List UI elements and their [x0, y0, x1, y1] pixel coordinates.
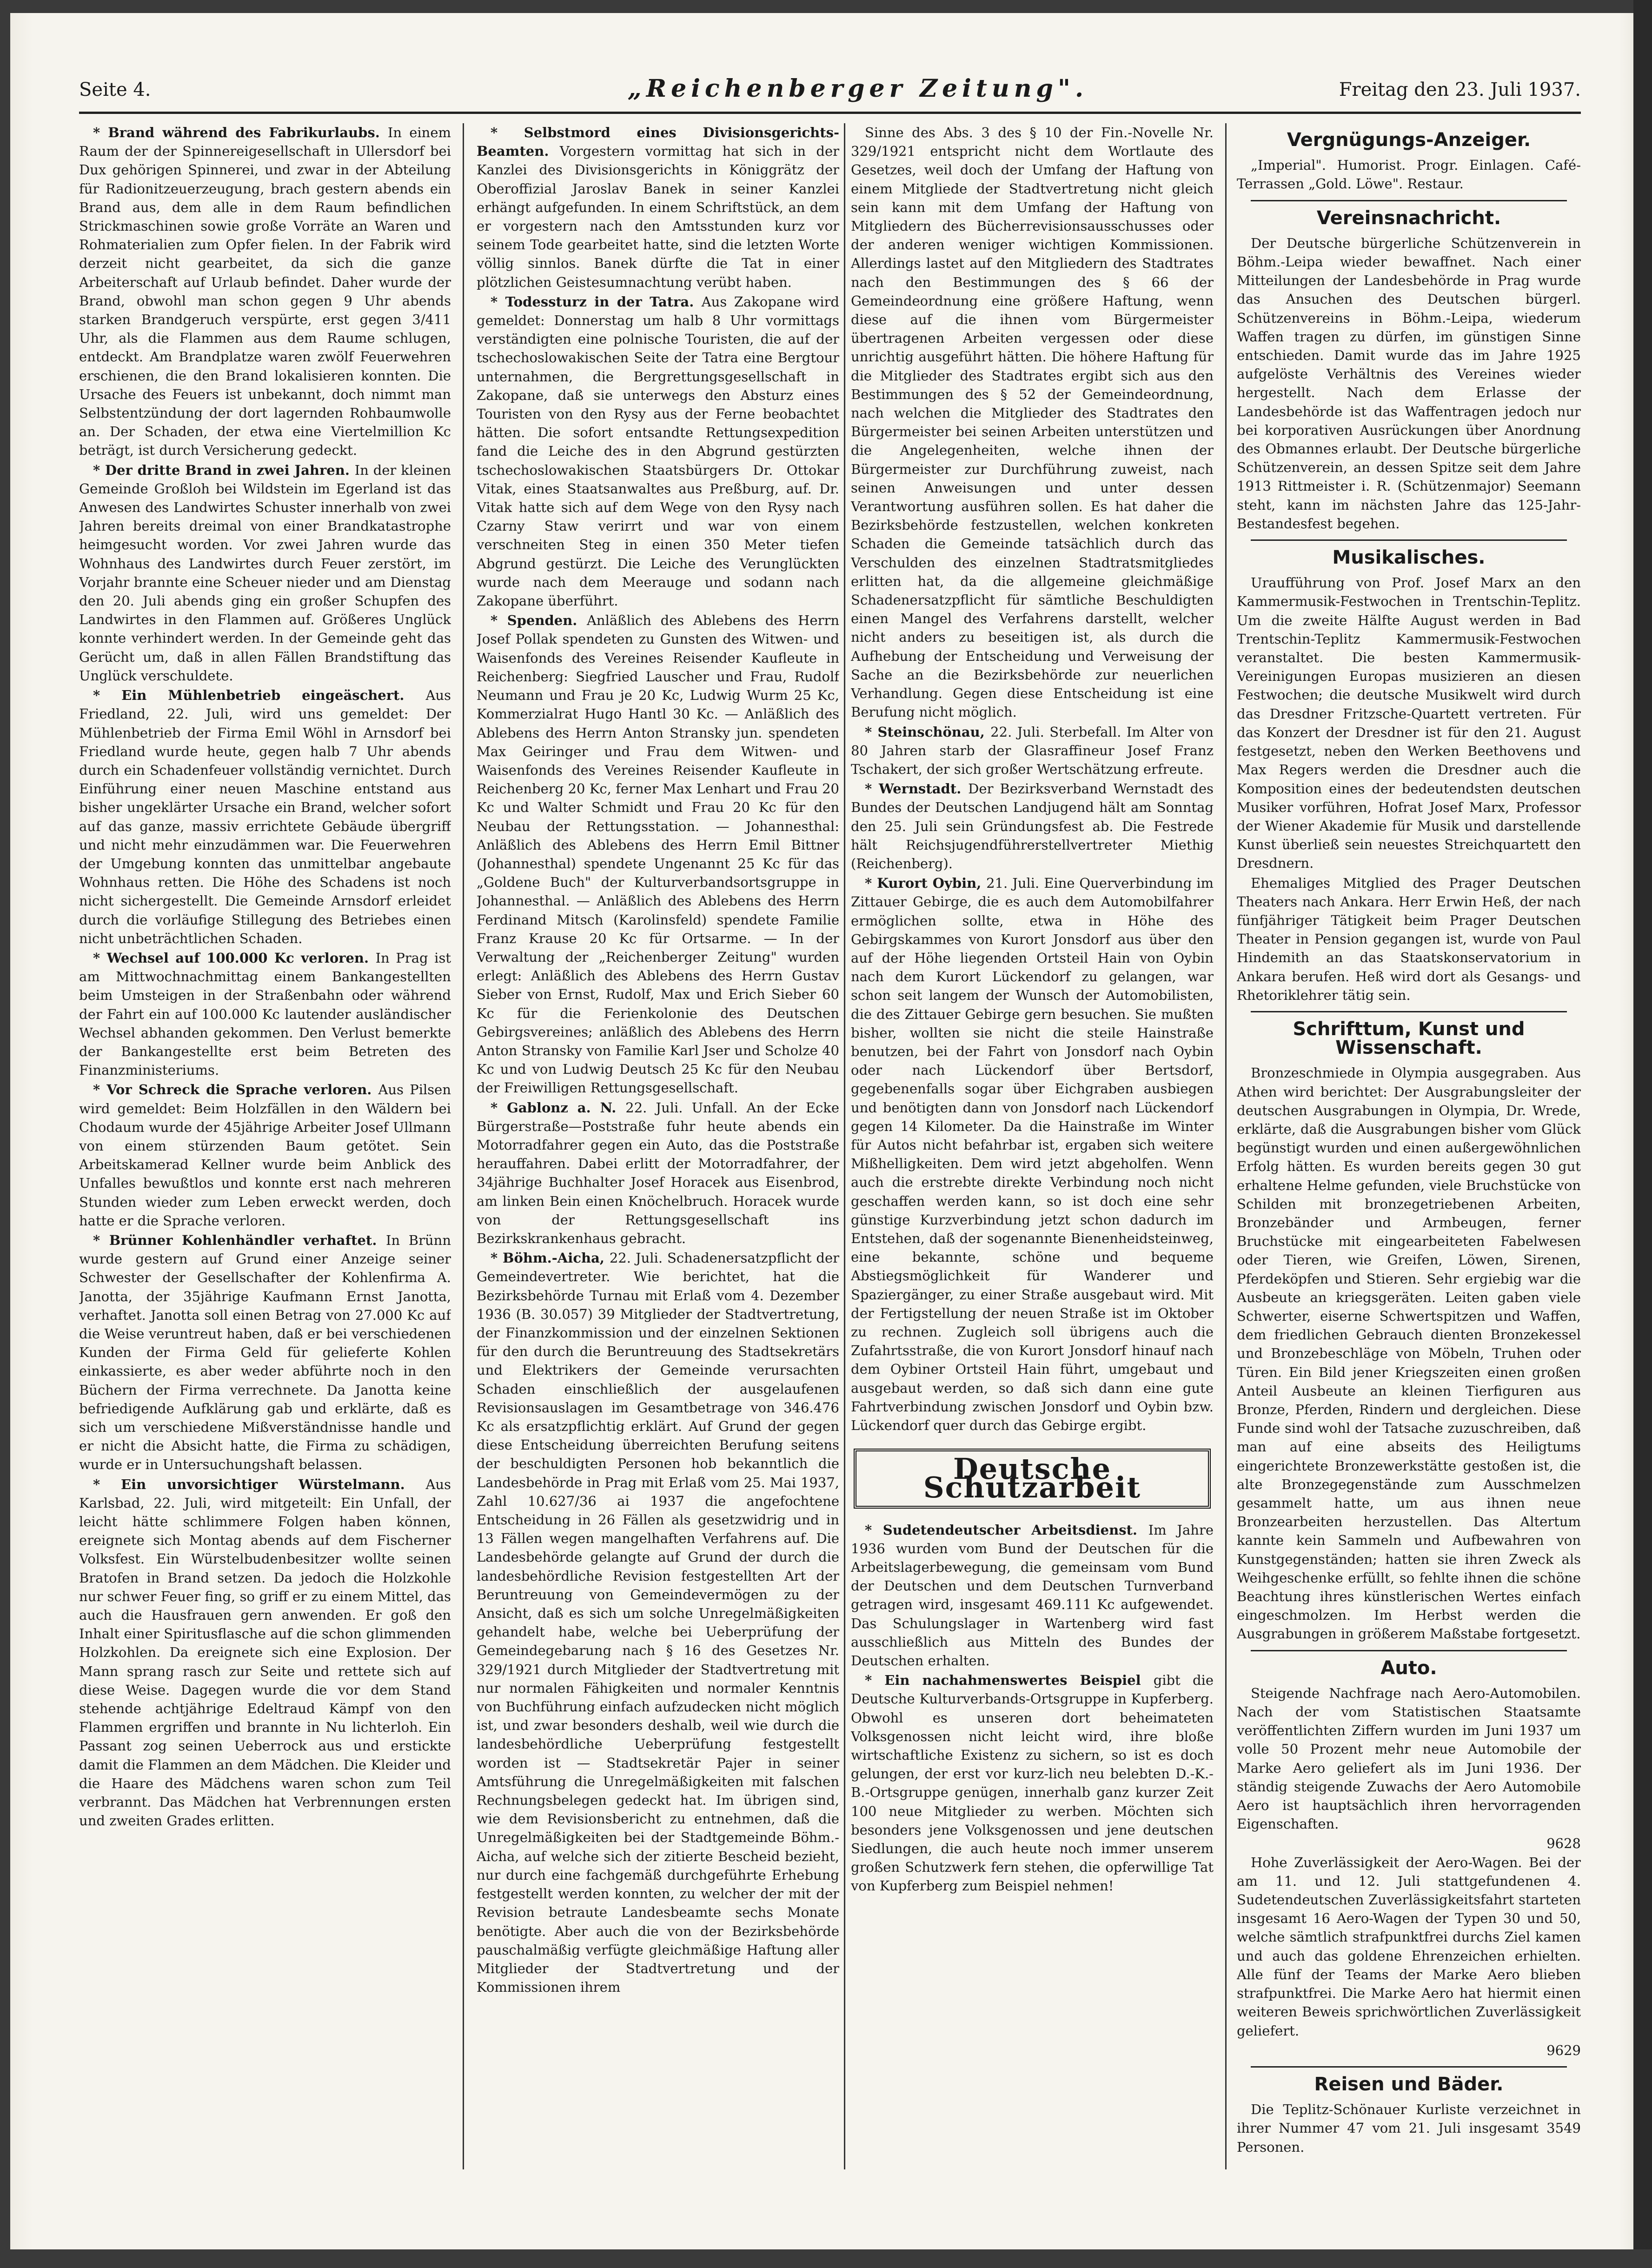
scan-border-bottom [0, 2249, 1652, 2268]
article-text: Der Deutsche bürgerliche Schützenverein in Böhm.-Leipa wieder bewaffnet. Nach einer Mitteilungen der Landesbehörde in Prag wurde das Ansuchen des Deutschen bürgerl. Schützenvereins in Böhm.-Leipa, wiederum Waffen tragen zu dürfen, im günstigen Sinne entschieden. Damit wurde das im Jahre 1925 aufgelöste Verhältnis des Vereines wieder hergestellt. Nach dem Erlasse der Landesbehörde ist das Waffentragen jedoch nur bei korporativen Ausrückungen über Anordnung des Obmannes erlaubt. Der Deutsche bürgerliche Schützenverein, an dessen Spitze seit dem Jahre 1913 Rittmeister i. R. (Schützenmajor) Seemann steht, kann im nächsten Jahre das 125-Jahr-Bestandesfest begehen. [1237, 235, 1581, 532]
article-text: Ehemaliges Mitglied des Prager Deutschen Theaters nach Ankara. Herr Erwin Heß, der nach fünfjähriger Tätigkeit beim Prager Deutschen Theater in Pension gegangen ist, wurde von Paul Hindemith an das Staatskonservatorium in Ankara berufen. Heß wird dort als Gesangs- und Rhetoriklehrer tätig sein. [1237, 875, 1581, 1003]
article-text: Hohe Zuverlässigkeit der Aero-Wagen. Bei der am 11. und 12. Juli stattgefundenen 4. Sudetendeutschen Zuverlässigkeitsfahrt starteten insgesamt 16 Aero-Wagen der Typen 30 und 50, welche sämtlich strafpunktfrei durchs Ziel kamen und auch das goldene Ehrenzeichen erhielten. Alle fünf der Teams der Marke Aero blieben strafpunktfrei. Die Marke Aero hat hiermit einen weiteren Beweis sprichwörtlichen Zuverlässigkeit geliefert. [1237, 1854, 1581, 2039]
article [851, 723, 1214, 779]
scan-border-right [1633, 0, 1652, 2268]
column-rule [463, 123, 464, 2169]
article-text: Bronzeschmiede in Olympia ausgegraben. Aus Athen wird berichtet: Der Ausgrabungsleiter der deutschen Ausgrabungen in Olympia, Dr. Wrede, erklärte, daß die Ausgrabungen bisher vom Glück begünstigt wurden und einen außergewöhnlichen Erfolg hätten. Es wurden bereits gegen 30 gut erhaltene Helme gefunden, viele Bruchstücke von Schilden mit bronzegetriebenen Arbeiten, Bronzebänder und Armbeugen, ferner Bruchstücke mit eingearbeiteten Fabelwesen oder Tieren, wie Greifen, Löwen, Sirenen, Pferdeköpfen und Stieren. Sehr ergiebig war die Ausbeute an kriegsgeräten. Leiten gaben viele Schwerter, eiserne Schwertspitzen und Waffen, dem friedlichen Gebrauch dienten Bronzekessel und Bronzebeschläge von Möbeln, Truhen oder Türen. Ein Bild jener Kriegszeiten einen großen Anteil Ausbeute an kleinen Tierfiguren aus Bronze, Pferden, Rindern und dergleichen. Diese Funde sind wohl der Tatsache zuzuschreiben, daß man auf eine abseits des Heiligtums eingerichtete Bronzewerkstätte gestoßen ist, die alte Bronzegegenstände zum Ausschmelzen gesammelt hatte, um aus ihnen neue Bronzearbeiten herzustellen. Das Altertum kannte kein Sammeln und Aufbewahren von Kunstgegenständen; hatten sie ihren Zweck als Weihgeschenke erfüllt, so fehlte ihnen die schöne Beachtung ihres künstlerischen Wertes einfach eingeschmolzen. Im Herbst werden die Ausgrabungen in größerem Maßstabe fortgesetzt. [1237, 1065, 1581, 1642]
article-text: Die Teplitz-Schönauer Kurliste verzeichnet in ihrer Nummer 47 vom 21. Juli insgesamt 3549 Personen. [1237, 2102, 1581, 2155]
article-headline: * Wechsel auf 100.000 Kc verloren. [93, 950, 376, 966]
page-number: Seite 4. [79, 79, 151, 100]
article-body: 22. Juli. Schadenersatzpflicht der Gemeindevertreter. Wie berichtet, hat die Bezirksbehörde Turnau mit Erlaß vom 4. Dezember 1936 (B. 30.057) 39 Mitglieder der Stadtvertretung, der Finanzkommission und der einzelnen Sektionen für den durch die Beruntreuung des Stadtsekretärs und Elektrikers der Gemeinde verursachten Schaden einschließlich der ausgelaufenen Revisionsauslagen im Gesamtbetrage von 346.476 Kc als ersatzpflichtig erklärt. Auf Grund der gegen diese Entscheidung überreichten Berufung seitens der beschuldigten Personen hob bekanntlich die Landesbehörde in Prag mit Erlaß vom 25. Mai 1937, Zahl 10.627/36 ai 1937 die angefochtene Entscheidung in 26 Fällen als gesetzwidrig und in 13 Fällen wegen mangelhaften Verfahrens auf. Die Landesbehörde gelangte auf Grund der durch die landesbehördliche Revision festgestellten Art der Beruntreuung von Gemeindevermögen zu der Ansicht, daß es sich um solche Unregelmäßigkeiten gehandelt habe, welche bei Ueberprüfung der Gemeindegebarung nach § 16 des Gesetzes Nr. 329/1921 durch Mitglieder der Stadtvertretung mit nur normalen Fähigkeiten und normaler Kenntnis von Buchführung einfach aufzudecken nicht möglich ist, und zwar besonders deshalb, weil wie durch die landesbehördliche Ueberprüfung festgestellt worden ist — Stadtsekretär Pajer in seiner Amtsführung die Unregelmäßigkeiten mit falschen Rechnungsbelegen gedeckt hat. Im übrigen sind, wie dem Revisionsbericht zu entnehmen, daß die Unregelmäßigkeiten bei der Stadtgemeinde Böhm.-Aicha, auf welche sich der zitierte Bescheid bezieht, nur durch eine fachgemäß durchgeführte Erhebung festgestellt werden konnten, zu welcher der mit der Revision betraute Landesbeamte sechs Monate benötigte. Aber auch die von der Bezirksbehörde pauschalmäßig verfügte gleichmäßige Haftung aller Mitglieder der Stadtvertretung und der Kommissionen ihrem [477, 1250, 839, 1995]
article [477, 1249, 839, 1996]
column-4 [1237, 123, 1581, 2155]
article-headline: * Spenden. [491, 612, 587, 629]
article-headline: * Wernstadt. [865, 781, 969, 797]
article-headline: * Gablonz a. N. [491, 1099, 626, 1116]
section-title: Musikalisches. [1332, 547, 1486, 569]
article-headline: * Der dritte Brand in zwei Jahren. [93, 462, 355, 478]
article-headline: * Selbstmord eines Divisionsgerichts-Beamten. [477, 125, 839, 160]
article-body: Sinne des Abs. 3 des § 10 der Fin.-Novelle Nr. 329/1921 entspricht nicht dem Wortlaute des Gesetzes, weil doch der Umfang der Haftung von einem Mitgliede der Stadtvertretung nicht gleich sein kann mit dem Umfang der Haftung von Mitgliedern des Bücherrevisionsausschusses oder der anderen weniger wichtigen Kommissionen. Allerdings lastet auf den Mitgliedern des Stadtrates nach den Bestimmungen des § 66 der Gemeindeordnung eine größere Haftung, wenn diese auf die ihnen vom Bürgermeister übertragenen Arbeiten vergessen oder diese unrichtig ausgeführt hätten. Die höhere Haftung für die Mitglieder des Stadtrates ergibt sich aus den Bestimmungen des § 52 der Gemeindeordnung, nach welchen die Mitglieder des Stadtrates den Bürgermeister bei seinen Arbeiten unterstützen und die Angelegenheiten, welche ihnen der Bürgermeister zur Durchführung zuweist, nach seinen Anweisungen und unter dessen Verantwortung ausführen sollen. Es hat daher die Bezirksbehörde festzustellen, welchen konkreten Schaden die Gemeinde tatsächlich durch das Verschulden des einzelnen Stadtratsmitgliedes erlitten hat, da die allgemeine gleichmäßige Schadenersatzpflicht für sämtliche Beschuldigten einen Mangel des Verfahrens darstellt, welcher nicht anders zu beseitigen ist, als durch die Aufhebung der Entscheidung und Verweisung der Sache an die Bezirksbehörde zur neuerlichen Verhandlung. Gegen diese Entscheidung ist eine Berufung nicht möglich. [851, 125, 1214, 720]
section-title: Auto. [1380, 1657, 1437, 1679]
article-text: „Imperial". Humorist. Progr. Einlagen. Café-Terrassen „Gold. Löwe". Restaur. [1237, 157, 1581, 192]
article [79, 949, 451, 1079]
section-title: Vereinsnachricht. [1316, 207, 1501, 229]
column-rule [844, 123, 845, 2169]
article-headline: * Brünner Kohlenhändler verhaftet. [93, 1232, 386, 1248]
article-body: 22. Juli. Sterbefall. Im Alter von 80 Jahren starb der Glasraffineur Josef Franz Tschakert, der sich großer Wertschätzung erfreute. [851, 724, 1214, 777]
ad-number: 9628 [1546, 1836, 1581, 1852]
scan-border-top [0, 0, 1652, 13]
article-headline: * Brand während des Fabrikurlaubs. [93, 125, 388, 140]
article-headline: * Sudetendeutscher Arbeitsdienst. [865, 1522, 1148, 1538]
article-body: Aus Zakopane wird gemeldet: Donnerstag um halb 8 Uhr vormittags verständigten eine polnische Touristen, die auf der tschechoslowakischen Seite der Tatra eine Bergtour unternahmen, die Bergrettungsgesellschaft in Zakopane, daß sie unterwegs den Absturz eines Touristen von den Rysy aus der Ferne beobachtet hätten. Die sofort entsandte Rettungsexpedition fand die Leiche des in den Abgrund gestürzten tschechoslowakischen Staatsbürgers Dr. Ottokar Vitak, eines Staatsanwaltes aus Preßburg, auf. Dr. Vitak hatte sich auf dem Wege von den Rysy nach Czarny Staw verirrt und war von einem verschneiten Steg in einen 350 Meter tiefen Abgrund gestürzt. Die Leiche des Verunglückten wurde nach dem Meerauge und sodann nach Zakopane überführt. [477, 293, 839, 609]
ad-number: 9629 [1546, 2042, 1581, 2058]
article [477, 1098, 839, 1248]
divider [1251, 1011, 1567, 1012]
article [851, 779, 1214, 873]
issue-date: Freitag den 23. Juli 1937. [1339, 79, 1581, 100]
newspaper-title: „Reichenberger Zeitung". [628, 74, 1088, 103]
article [851, 123, 1214, 722]
article-headline: * Ein nachahmenswertes Beispiel [865, 1672, 1154, 1689]
article-text: Steigende Nachfrage nach Aero-Automobilen. Nach der vom Statistischen Staatsamte veröffentlichten Ziffern wurden im Juni 1937 um volle 50 Prozent mehr neue Automobile der Marke Aero geliefert als im Juni 1936. Der ständig steigende Zuwachs der Aero Automobile Aero ist hauptsächlich ihren hervorragenden Eigenschaften. [1237, 1685, 1581, 1832]
divider [1251, 2066, 1567, 2068]
article-body: 21. Juli. Eine Querverbindung im Zittauer Gebirge, die es auch dem Automobilfahrer ermöglichen sollte, etwa in Höhe des Gebirgskammes von Kurort Jonsdorf aus über den auf der Höhe liegenden Ortsteil Hain von Oybin nach dem Kurort Lückendorf zu gelangen, war schon seit langem der Wunsch der Automobilisten, die des Zittauer Gebirge gern besuchen. Sie mußten bisher, wollten sie nicht die steile Hainstraße benutzen, bei der Fahrt von Jonsdorf nach Oybin oder nach Lückendorf über Bertsdorf, gegebenenfalls sogar über Eichgraben ausbiegen und benötigten dann von Jonsdorf nach Lückendorf gegen 14 Kilometer. Da die Hainstraße im Winter für Autos nicht befahrbar ist, ergaben sich weitere Mißhelligkeiten. Dem wird jetzt abgeholfen. Wenn auch die erstrebte direkte Verbindung noch nicht geschaffen werden kann, so ist doch eine sehr günstige Kurzverbindung jetzt schon dadurch im Entstehen, daß der sogenannte Bienenheidsteinweg, eine bekannte, schöne und bequeme Abstiegsmöglichkeit für Wanderer und Spaziergänger, zu einer Straße ausgebaut wird. Mit der Fertigstellung der neuen Straße ist im Oktober zu rechnen. Zugleich soll übrigens auch die Zufahrtsstraße, die von Kurort Jonsdorf hinauf nach dem Oybiner Ortsteil Hain führt, umgebaut und ausgebaut werden, so daß sich dann eine gute Fahrtverbindung zwischen Jonsdorf und Oybin bzw. Lückendorf quer durch das Gebirge ergibt. [851, 875, 1214, 1434]
article-body: 22. Juli. Unfall. An der Ecke Bürgerstraße—Poststraße fuhr heute abends ein Motorradfahrer gegen ein Auto, das die Poststraße herauffahren. Dabei erlitt der Motorradfahrer, der 34jährige Buchhalter Josef Horacek aus Eisenbrod, am linken Bein einen Knöchelbruch. Horacek wurde von der Rettungsgesellschaft ins Bezirkskrankenhaus gebracht. [477, 1099, 839, 1246]
article [79, 123, 451, 460]
column-3-articles [851, 123, 1214, 1435]
article [79, 1475, 451, 1830]
column-2 [477, 123, 839, 2155]
article [79, 1231, 451, 1474]
column-rule [1225, 123, 1227, 2169]
article [79, 1080, 451, 1230]
article-body: gibt die Deutsche Kulturverbands-Ortsgruppe in Kupferberg. Obwohl es unseren dort beheimateten Volksgenossen nicht leicht wird, ihre bloße wirtschaftliche Existenz zu sichern, so ist es doch gelungen, der erst vor kurz-lich neu belebten D.-K.-B.-Ortsgruppe genügen, innerhalb ganz kurzer Zeit 100 neue Mitglieder zu werben. Möchten sich besonders jene Volksgenossen und jene deutschen Siedlungen, die auch heute noch immer unserem großen Schutzwerk fern stehen, die opferwillige Tat von Kupferberg zum Beispiel nehmen! [851, 1672, 1214, 1894]
article [477, 611, 839, 1097]
article-body: Vorgestern vormittag hat sich in der Kanzlei des Divisionsgerichts in Königgrätz der Oberoffizial Jaroslav Banek in seiner Kanzlei erhängt aufgefunden. In einem Schriftstück, an dem er vorgestern nach den Amtsstunden kurz vor seinem Tode gearbeitet hatte, sind die letzten Worte völlig sinnlos. Banek dürfte die Tat in einer plötzlichen Geistesumnachtung verübt haben. [477, 143, 839, 290]
article [477, 123, 839, 292]
column-3-schutzarbeit [851, 1521, 1214, 1896]
column-3 [851, 123, 1214, 2155]
masthead [79, 74, 1581, 114]
article-text: Uraufführung von Prof. Josef Marx an den Kammermusik-Festwochen in Trentschin-Teplitz. Um die zweite Hälfte August werden in Bad Trentschin-Teplitz Kammermusik-Festwochen veranstaltet. Die besten Kammermusik-Vereinigungen Europas musizieren an diesen Festwochen; die deutsche Musikwelt wird durch das Dresdner Fritzsche-Quartett vertreten. Für das Konzert der Dresdner ist für den 21. August festgesetzt, neben den Werken Beethovens und Max Regers werden die Dresdner auch die Komposition eines der bedeutendsten deutschen Musiker vorführen, Hofrat Josef Marx, Professor der Wiener Akademie für Musik und darstellende Kunst überließ sein neuestes Streichquartett den Dresdnern. [1237, 575, 1581, 871]
article [851, 1521, 1214, 1670]
section-title: Vergnügungs-Anzeiger. [1287, 129, 1531, 151]
article-body: In Prag ist am Mittwochnachmittag einem Bankangestellten beim Umsteigen in der Straßenbahn oder während der Fahrt ein auf 100.000 Kc lautender ausländischer Wechsel abhanden gekommen. Den Verlust bemerkte der Bankangestellte erst beim Betreten des Finanzministeriums. [79, 950, 451, 1078]
article-headline: * Böhm.-Aicha, [491, 1250, 610, 1266]
section-title: Reisen und Bäder. [1314, 2073, 1504, 2095]
article [79, 461, 451, 685]
article-body: Anläßlich des Ablebens des Herrn Josef Pollak spendeten zu Gunsten des Witwen- und Waisenfonds des Vereines Reisender Kaufleute in Reichenberg: Siegfried Lauscher und Frau, Rudolf Neumann und Frau je 20 Kc, Ludwig Wurm 25 Kc, Kommerzialrat Hugo Hantl 30 Kc. — Anläßlich des Ablebens des Herrn Anton Stransky jun. spendeten Max Geiringer und Frau dem Witwen- und Waisenfonds des Vereines Reisender Kaufleute in Reichenberg 20 Kc, ferner Max Lenhart und Frau 20 Kc und Walter Schmidt und Frau 20 Kc für den Neubau der Rettungsstation. — Johannesthal: Anläßlich des Ablebens des Herrn Emil Bittner (Johannesthal) spendete Ungenannt 25 Kc für das „Goldene Buch" der Kulturverbandsortsgruppe in Johannesthal. — Anläßlich des Ablebens des Herrn Ferdinand Mitsch (Karolinsfeld) spendete Familie Franz Krause 20 Kc für Ortsarme. — In der Verwaltung der „Reichenberger Zeitung" wurden erlegt: Anläßlich des Ablebens des Herrn Gustav Sieber von Ernst, Rudolf, Max und Erich Sieber 60 Kc für die Ferienkolonie des Deutschen Gebirgsvereines; anläßlich des Ablebens des Herrn Anton Stransky von Familie Karl Jser und Scholze 40 Kc und von Ludwig Deutsch 25 Kc für den Neubau der Freiwilligen Rettungsgesellschaft. [477, 612, 839, 1096]
divider [1251, 539, 1567, 541]
article-headline: * Steinschönau, [865, 724, 991, 740]
article-body: In der kleinen Gemeinde Großloh bei Wildstein im Egerland ist das Anwesen des Landwirtes Schuster innerhalb von zwei Jahren bereits dreimal von einer Brandkatastrophe heimgesucht worden. Vor zwei Jahren wurde das Wohnhaus des Landwirtes durch Feuer zerstört, im Vorjahr brannte eine Scheuer nieder und am Dienstag den 20. Juli abends ging ein großer Schupfen des Landwirtes in den Flammen auf. Größeres Unglück konnte verhindert werden. In der Gemeinde geht das Gerücht um, daß in allen Fällen Brandstiftung das Unglück verschuldete. [79, 462, 451, 684]
section-banner: Deutsche Schutzarbeit [854, 1449, 1211, 1508]
article [851, 1671, 1214, 1895]
article [851, 874, 1214, 1435]
article [477, 293, 839, 610]
divider [1251, 1650, 1567, 1651]
article-body: Der Bezirksverband Wernstadt des Bundes der Deutschen Landjugend hält am Sonntag den 25. Juli sein Gründungsfest ab. Die Festrede hält Reichsjugendführerstellvertreter Miethig (Reichenberg). [851, 781, 1214, 871]
article-body: In Brünn wurde gestern auf Grund einer Anzeige seiner Schwester der Gesellschafter der Kohlenfirma A. Janotta, der 35jährige Kaufmann Ernst Janotta, verhaftet. Janotta soll einen Betrag von 27.000 Kc auf die Weise veruntreut haben, daß er bei verschiedenen Kunden der Firma Geld für gelieferte Kohlen einkassierte, es aber weder abführte noch in den Büchern der Firma verrechnete. Da Janotta keine befriedigende Aufklärung gab und erklärte, daß es sich um verschiedene Mißverständnisse handle und er nicht die Absicht hatte, die Firma zu schädigen, wurde er in Untersuchungshaft belassen. [79, 1232, 451, 1473]
scan-border-left [0, 0, 10, 2268]
article-headline: * Vor Schreck die Sprache verloren. [93, 1082, 378, 1098]
article-headline: * Ein unvorsichtiger Würstelmann. [93, 1476, 426, 1492]
section-title: Schrifttum, Kunst und Wissenschaft. [1293, 1018, 1525, 1059]
divider [1251, 200, 1567, 201]
article-headline: * Todessturz in der Tatra. [491, 293, 702, 310]
article-headline: * Kurort Oybin, [865, 875, 987, 891]
article-headline: * Ein Mühlenbetrieb eingeäschert. [93, 687, 426, 704]
article-body: Im Jahre 1936 wurden vom Bund der Deutschen für die Arbeitslagerbewegung, die gemeinsam vom Bund der Deutschen und dem Deutschen Turnverband getragen wird, insgesamt 469.111 Kc aufgewendet. Das Schulungslager in Wartenberg wird fast ausschließlich aus Mitteln des Bundes der Deutschen erhalten. [851, 1522, 1214, 1669]
article [79, 686, 451, 948]
article-body: Aus Pilsen wird gemeldet: Beim Holzfällen in den Wäldern bei Chodaum wurde der 45jährige Arbeiter Josef Ullmann von einem stürzenden Baum getötet. Sein Arbeitskamerad Kellner wurde beim Anblick des Unfalles bewußtlos und konnte erst nach mehreren Stunden wieder zum Leben erweckt werden, doch hatte er die Sprache verloren. [79, 1082, 451, 1229]
article-body: In einem Raum der der Spinnereigesellschaft in Ullersdorf bei Dux gehörigen Spinnerei, und zwar in der Abteilung für Radionitzeuerzeugung, brach gestern abends ein Brand aus, dem alle in dem Raum befindlichen Strickmaschinen sowie große Vorräte an Waren und Rohmaterialien zum Opfer fielen. In der Fabrik wird derzeit nicht gearbeitet, da sich die ganze Arbeiterschaft auf Urlaub befindet. Daher wurde der Brand, obwohl man schon gegen 9 Uhr abends starken Brandgeruch verspürte, erst gegen 3/411 Uhr, als die Flammen aus dem Raume schlugen, entdeckt. Am Brandplatze waren zwölf Feuerwehren erschienen, die den Brand lokalisieren konnten. Die Ursache des Feuers ist unbekannt, doch nimmt man Selbstentzündung der dort lagernden Rohbaumwolle an. Der Schaden, der etwa eine Viertelmillion Kc beträgt, ist durch Versicherung gedeckt. [79, 125, 451, 459]
article-body: Aus Friedland, 22. Juli, wird uns gemeldet: Der Mühlenbetrieb der Firma Emil Wöhl in Arnsdorf bei Friedland wurde heute, gegen halb 7 Uhr abends durch ein Schadenfeuer vollständig vernichtet. Durch Einführung einer neuen Maschine entstand aus bisher ungeklärter Ursache ein Brand, welcher sofort auf das ganze, massiv errichtete Gebäude übergriff und nicht mehr einzudämmen war. Die Feuerwehren der Umgebung konnten das unmittelbar angebaute Wohnhaus retten. Die Höhe des Schadens ist noch nicht sichergestellt. Die Gemeinde Arnsdorf erleidet durch die vorläufige Stillegung des Betriebes einen nicht unbeträchtlichen Schaden. [79, 687, 451, 946]
column-1 [79, 123, 451, 2160]
article-body: Aus Karlsbad, 22. Juli, wird mitgeteilt: Ein Unfall, der leicht hätte schlimmere Folgen haben können, ereignete sich Montag abends auf dem Fischerner Volksfest. Ein Würstelbudenbesitzer wollte seinen Bratofen in Brand setzen. Da jedoch die Holzkohle nur schwer Feuer fing, so griff er zu einem Mittel, das auch die Hausfrauen gern anwenden. Er goß den Inhalt einer Spiritusflasche auf die schon glimmenden Holzkohlen. Da ereignete sich eine Explosion. Der Mann sprang rasch zur Seite und rettete sich auf diese Weise. Dagegen wurde die vor dem Stand stehende achtjährige Edeltraud Kämpf von den Flammen ergriffen und brannte in Nu lichterloh. Ein Passant zog seinen Ueberrock aus und erstickte damit die Flammen an dem Mädchen. Die Kleider und die Haare des Mädchens waren schon zum Teil verbrannt. Das Mädchen hat Verbrennungen ersten und zweiten Grades erlitten. [79, 1476, 451, 1829]
